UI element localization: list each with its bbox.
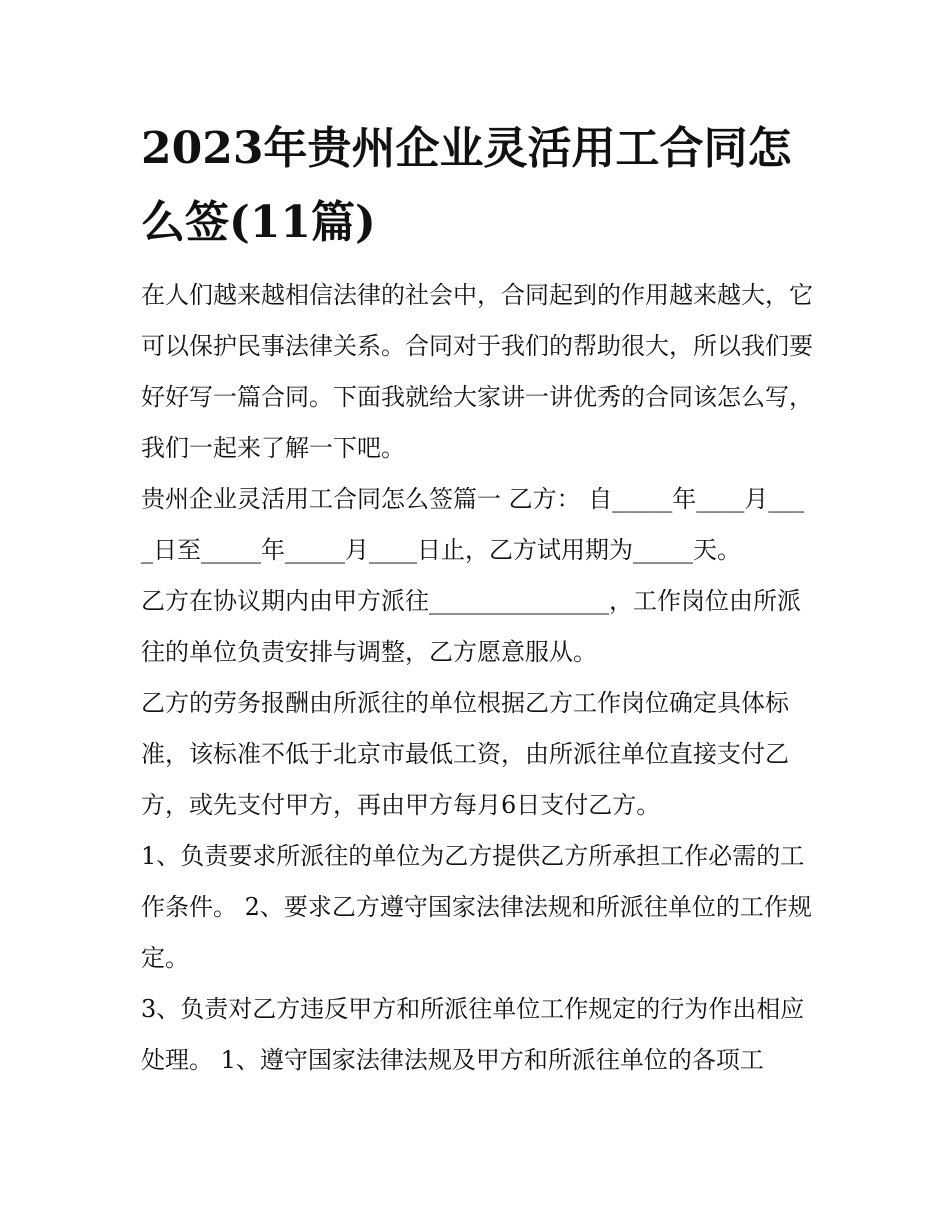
intro-paragraph: 在人们越来越相信法律的社会中，合同起到的作用越来越大，它可以保护民事法律关系。合同对于我们的帮助很大，所以我们要好好写一篇合同。下面我就给大家讲一讲优秀的合同该怎么写，我们一起来了解一下吧。 [141,281,813,462]
party-a-duties-paragraph: 1、负责要求所派往的单位为乙方提供乙方所承担工作必需的工作条件。 2、要求乙方遵守国家法律法规和所派往单位的工作规定。 [141,842,812,972]
assignment-paragraph: 乙方在协议期内由甲方派往_______________，工作岗位由所派往的单位负责安排与调整，乙方愿意服从。 [141,587,801,666]
remuneration-paragraph: 乙方的劳务报酬由所派往的单位根据乙方工作岗位确定具体标准，该标准不低于北京市最低工资，由所派往单位直接支付乙方，或先支付甲方，再由甲方每月6日支付乙方。 [141,689,789,819]
document-title: 2023年贵州企业灵活用工合同怎么签(11篇) [141,123,792,248]
contract-term-paragraph: 贵州企业灵活用工合同怎么签篇一 乙方： 自_____年____月____日至_____年_____月____日止，乙方试用期为_____天。 [141,485,805,564]
document-content [141,112,813,1086]
party-a-handling-paragraph: 3、负责对乙方违反甲方和所派往单位工作规定的行为作出相应处理。 1、遵守国家法律法规及甲方和所派往单位的各项工 [141,995,805,1074]
